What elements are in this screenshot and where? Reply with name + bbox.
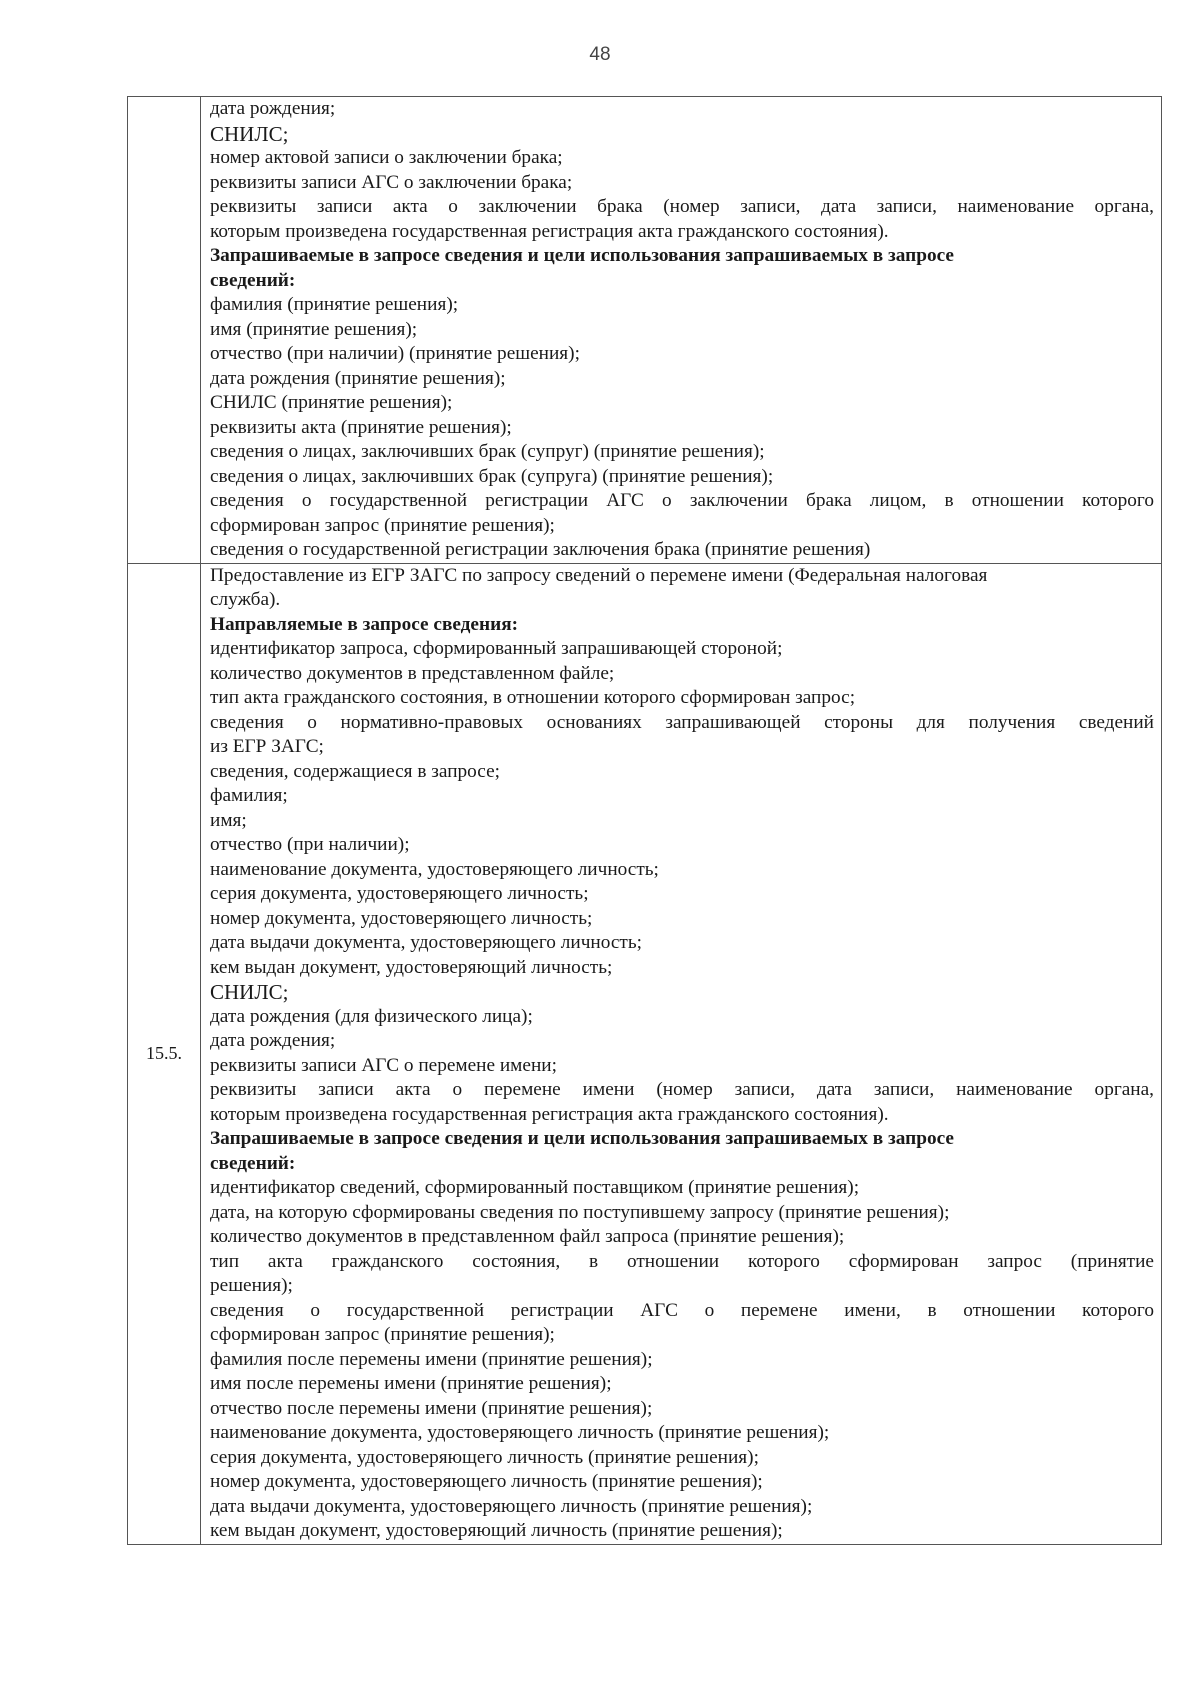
content-line: серия документа, удостоверяющего личность;: [210, 883, 589, 904]
content-line: сформирован запрос (принятие решения);: [210, 514, 555, 536]
content-line: идентификатор запроса, сформированный запрашивающей стороной;: [210, 638, 783, 659]
content-line: серия документа, удостоверяющего личность (принятие решения);: [210, 1446, 759, 1468]
content-line: СНИЛС;: [210, 980, 289, 1004]
content-line: реквизиты записи АГС о заключении брака;: [210, 171, 573, 193]
item-content: [201, 563, 1162, 1544]
content-line: номер документа, удостоверяющего личность (принятие решения);: [210, 1471, 763, 1492]
content-line: имя после перемены имени (принятие решения);: [210, 1373, 612, 1394]
content-line: СНИЛС (принятие решения);: [210, 392, 453, 413]
content-line: СНИЛС;: [210, 121, 289, 146]
content-line: сведения о нормативно-правовых основаниях запрашивающей стороны для получения сведений: [210, 711, 1154, 733]
content-line: тип акта гражданского состояния, в отношении которого сформирован запрос (принятие: [210, 1250, 1154, 1272]
content-line: решения);: [210, 1275, 293, 1296]
section-heading: Направляемые в запросе сведения:: [210, 613, 519, 635]
content-line: отчество (при наличии) (принятие решения);: [210, 343, 580, 364]
item-number: [128, 97, 201, 564]
content-line: из ЕГР ЗАГС;: [210, 736, 324, 757]
content-line: Предоставление из ЕГР ЗАГС по запросу сведений о перемене имени (Федеральная налоговая: [210, 564, 988, 586]
requirements-table: [127, 96, 1162, 1545]
content-line: дата выдачи документа, удостоверяющего личность;: [210, 932, 642, 953]
content-line: сведения о лицах, заключивших брак (супруга) (принятие решения);: [210, 465, 774, 487]
content-line: количество документов в представленном файл запроса (принятие решения);: [210, 1226, 845, 1247]
content-line: сведения о государственной регистрации АГС о перемене имени, в отношении которого: [210, 1299, 1154, 1321]
content-line: дата рождения;: [210, 1030, 336, 1051]
content-line: кем выдан документ, удостоверяющий личность (принятие решения);: [210, 1520, 783, 1541]
content-line: наименование документа, удостоверяющего личность;: [210, 858, 659, 880]
content-line: которым произведена государственная регистрация акта гражданского состояния).: [210, 220, 889, 242]
content-line: номер актовой записи о заключении брака;: [210, 147, 563, 168]
content-line: сведения о государственной регистрации заключения брака (принятие решения): [210, 539, 871, 560]
content-line: фамилия после перемены имени (принятие решения);: [210, 1348, 653, 1370]
content-line: дата рождения (принятие решения);: [210, 367, 506, 389]
section-heading: Запрашиваемые в запросе сведения и цели использования запрашиваемых в запросе: [210, 1128, 954, 1149]
content-line: реквизиты записи акта о заключении брака (номер записи, дата записи, наименование органа,: [210, 196, 1154, 217]
content-line: дата выдачи документа, удостоверяющего личность (принятие решения);: [210, 1495, 813, 1517]
content-line: идентификатор сведений, сформированный поставщиком (принятие решения);: [210, 1177, 860, 1198]
content-line: имя (принятие решения);: [210, 318, 418, 340]
content-line: дата рождения;: [210, 98, 336, 119]
content-line: номер документа, удостоверяющего личность;: [210, 907, 593, 929]
content-line: наименование документа, удостоверяющего личность (принятие решения);: [210, 1422, 830, 1443]
content-line: кем выдан документ, удостоверяющий личность;: [210, 956, 613, 978]
content-line: тип акта гражданского состояния, в отношении которого сформирован запрос;: [210, 687, 856, 708]
table-body: [128, 97, 1162, 1545]
content-line: которым произведена государственная регистрация акта гражданского состояния).: [210, 1103, 889, 1125]
content-line: реквизиты записи акта о перемене имени (номер записи, дата записи, наименование органа,: [210, 1079, 1154, 1100]
content-line: сведения о лицах, заключивших брак (супруг) (принятие решения);: [210, 441, 765, 462]
page-number: 48: [589, 44, 611, 65]
content-line: отчество после перемены имени (принятие решения);: [210, 1397, 653, 1419]
table-row: [128, 563, 1162, 1544]
content-line: отчество (при наличии);: [210, 834, 410, 855]
content-line: дата, на которую сформированы сведения по поступившему запросу (принятие решения);: [210, 1201, 950, 1223]
content-line: фамилия;: [210, 785, 288, 806]
content-line: сведения, содержащиеся в запросе;: [210, 760, 500, 782]
section-heading: сведений:: [210, 1152, 296, 1174]
item-content: [201, 97, 1162, 564]
section-heading: сведений:: [210, 269, 296, 291]
content-line: количество документов в представленном файле;: [210, 662, 615, 684]
table-row: [128, 97, 1162, 564]
content-line: сведения о государственной регистрации АГС о заключении брака лицом, в отношении которого: [210, 490, 1154, 511]
section-heading: Запрашиваемые в запросе сведения и цели использования запрашиваемых в запросе: [210, 245, 954, 266]
content-line: сформирован запрос (принятие решения);: [210, 1324, 555, 1345]
content-line: реквизиты акта (принятие решения);: [210, 416, 512, 438]
content-line: дата рождения (для физического лица);: [210, 1005, 533, 1027]
content-line: фамилия (принятие решения);: [210, 294, 459, 315]
content-line: имя;: [210, 809, 247, 831]
content-line: служба).: [210, 589, 281, 610]
content-line: реквизиты записи АГС о перемене имени;: [210, 1054, 557, 1076]
item-number: 15.5.: [128, 563, 201, 1544]
